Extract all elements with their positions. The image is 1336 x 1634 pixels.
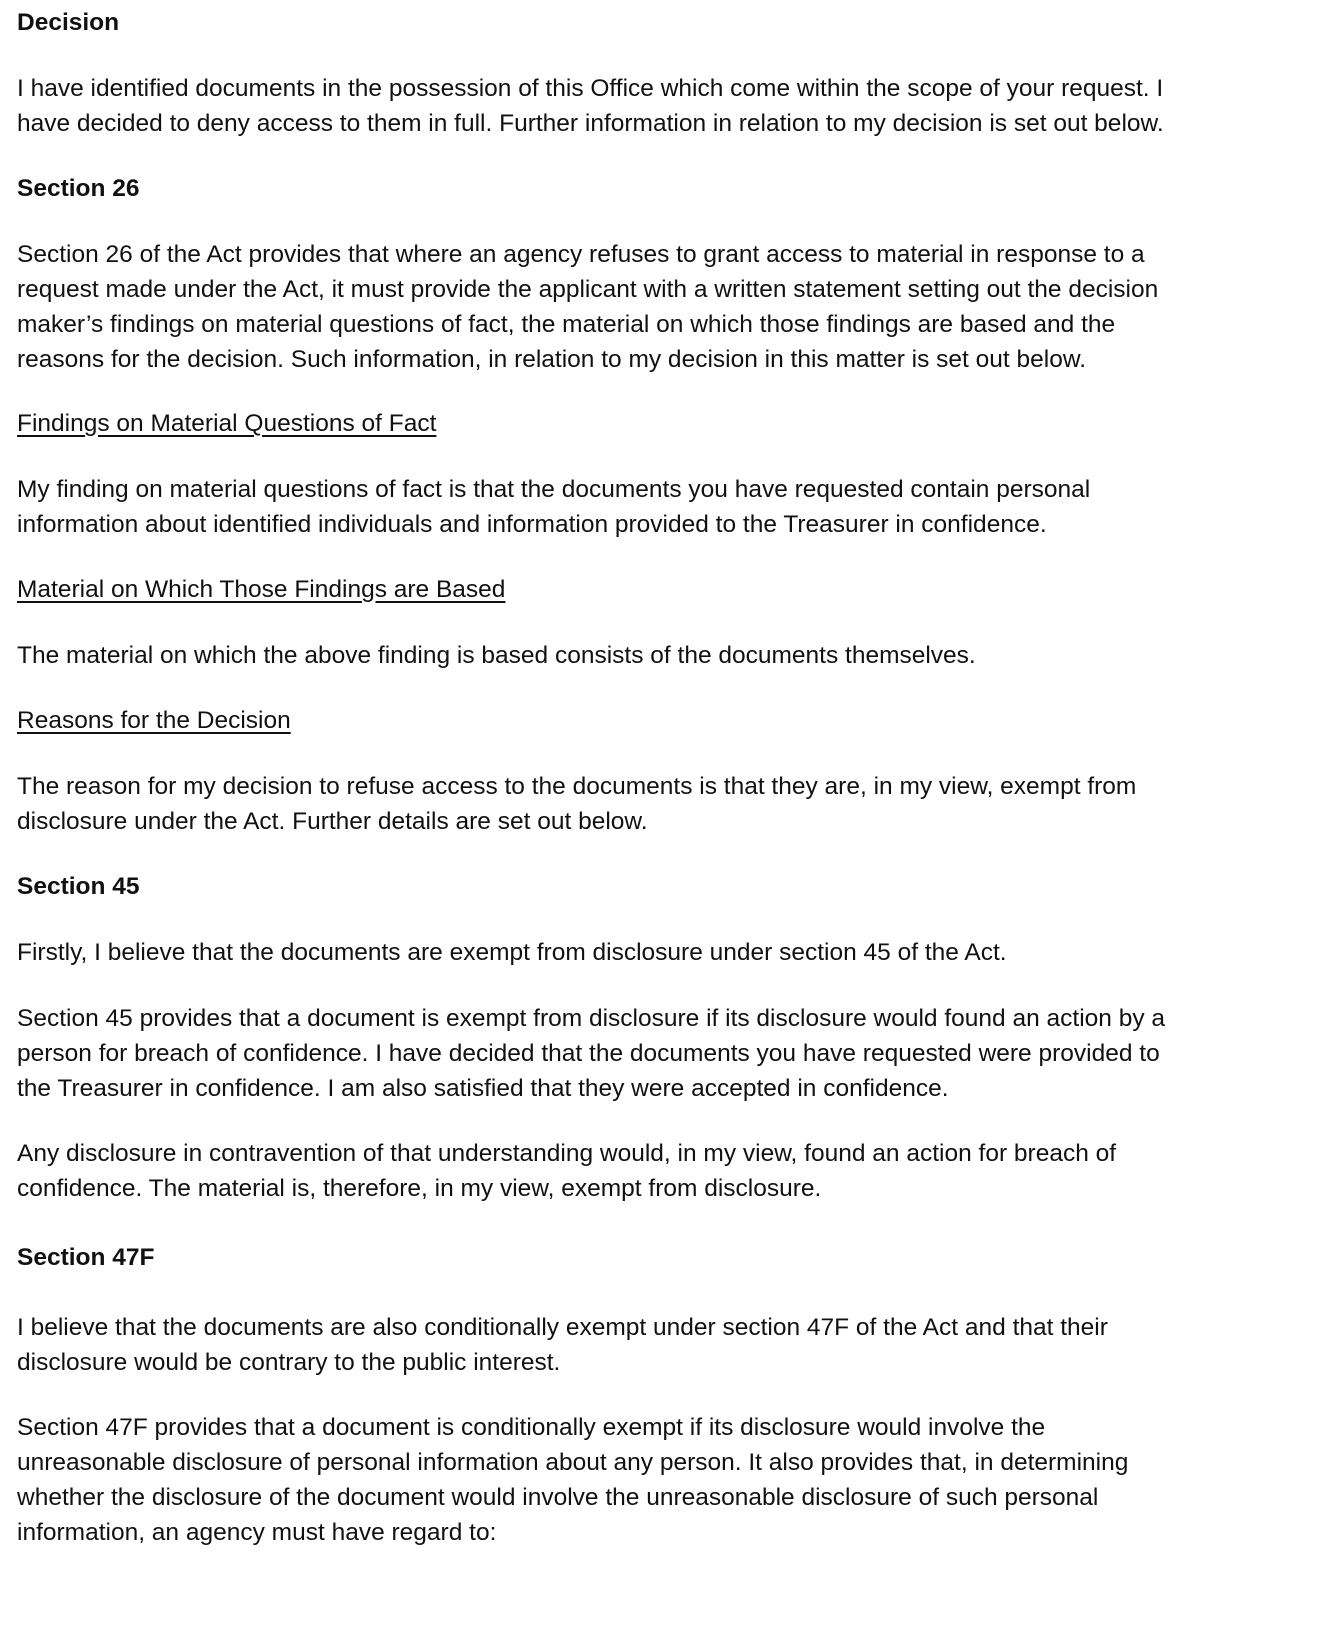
text-line: information, an agency must have regard to: — [17, 1519, 497, 1546]
text-line: disclosure under the Act. Further details are set out below. — [17, 808, 648, 835]
text-line: Firstly, I believe that the documents are exempt from disclosure under section 45 of the Act. — [17, 939, 1007, 966]
text-line: The reason for my decision to refuse access to the documents is that they are, in my view, exempt from — [17, 773, 1137, 800]
heading-decision: Decision — [17, 9, 120, 36]
text-line: maker’s findings on material questions of fact, the material on which those findings are based and the — [17, 311, 1116, 338]
text-line: whether the disclosure of the document would involve the unreasonable disclosure of such personal — [17, 1484, 1099, 1511]
heading-section-26: Section 26 — [17, 175, 140, 202]
text-line: confidence. The material is, therefore, in my view, exempt from disclosure. — [17, 1175, 822, 1202]
text-line: the Treasurer in confidence. I am also satisfied that they were accepted in confidence. — [17, 1075, 949, 1102]
text-line: Any disclosure in contravention of that understanding would, in my view, found an action for breach of — [17, 1140, 1117, 1167]
subheading-reasons: Reasons for the Decision — [17, 707, 291, 734]
text-line: disclosure would be contrary to the public interest. — [17, 1349, 561, 1376]
section-47f-paragraph-1 — [17, 1310, 1317, 1380]
section-45-paragraph-1 — [17, 935, 1317, 970]
text-line: person for breach of confidence. I have decided that the documents you have requested were provided to — [17, 1040, 1160, 1067]
section-45-paragraph-3 — [17, 1136, 1317, 1206]
reasons-paragraph — [17, 769, 1317, 839]
text-line: The material on which the above finding is based consists of the documents themselves. — [17, 642, 976, 669]
text-line: unreasonable disclosure of personal information about any person. It also provides that, in determining — [17, 1449, 1129, 1476]
text-line: request made under the Act, it must provide the applicant with a written statement setting out the decision — [17, 276, 1159, 303]
text-line: Section 26 of the Act provides that where an agency refuses to grant access to material in response to a — [17, 241, 1145, 268]
subheading-material: Material on Which Those Findings are Based — [17, 576, 506, 603]
text-line: reasons for the decision. Such information, in relation to my decision in this matter is set out below. — [17, 346, 1087, 373]
heading-section-45: Section 45 — [17, 873, 140, 900]
text-line: I have identified documents in the possession of this Office which come within the scope of your request. I — [17, 75, 1164, 102]
section-45-paragraph-2 — [17, 1001, 1317, 1106]
section-26-paragraph — [17, 237, 1317, 377]
heading-section-47f: Section 47F — [17, 1244, 155, 1271]
section-47f-paragraph-2 — [17, 1410, 1317, 1550]
text-line: Section 47F provides that a document is conditionally exempt if its disclosure would involve the — [17, 1414, 1046, 1441]
text-line: Section 45 provides that a document is exempt from disclosure if its disclosure would found an action by a — [17, 1005, 1166, 1032]
material-paragraph — [17, 638, 1317, 673]
text-line: My finding on material questions of fact is that the documents you have requested contain personal — [17, 476, 1091, 503]
findings-paragraph — [17, 472, 1317, 542]
subheading-findings: Findings on Material Questions of Fact — [17, 410, 437, 437]
text-line: have decided to deny access to them in full. Further information in relation to my decision is set out below. — [17, 110, 1164, 137]
text-line: I believe that the documents are also conditionally exempt under section 47F of the Act and that their — [17, 1314, 1108, 1341]
decision-paragraph — [17, 71, 1317, 141]
text-line: information about identified individuals and information provided to the Treasurer in confidence. — [17, 511, 1047, 538]
